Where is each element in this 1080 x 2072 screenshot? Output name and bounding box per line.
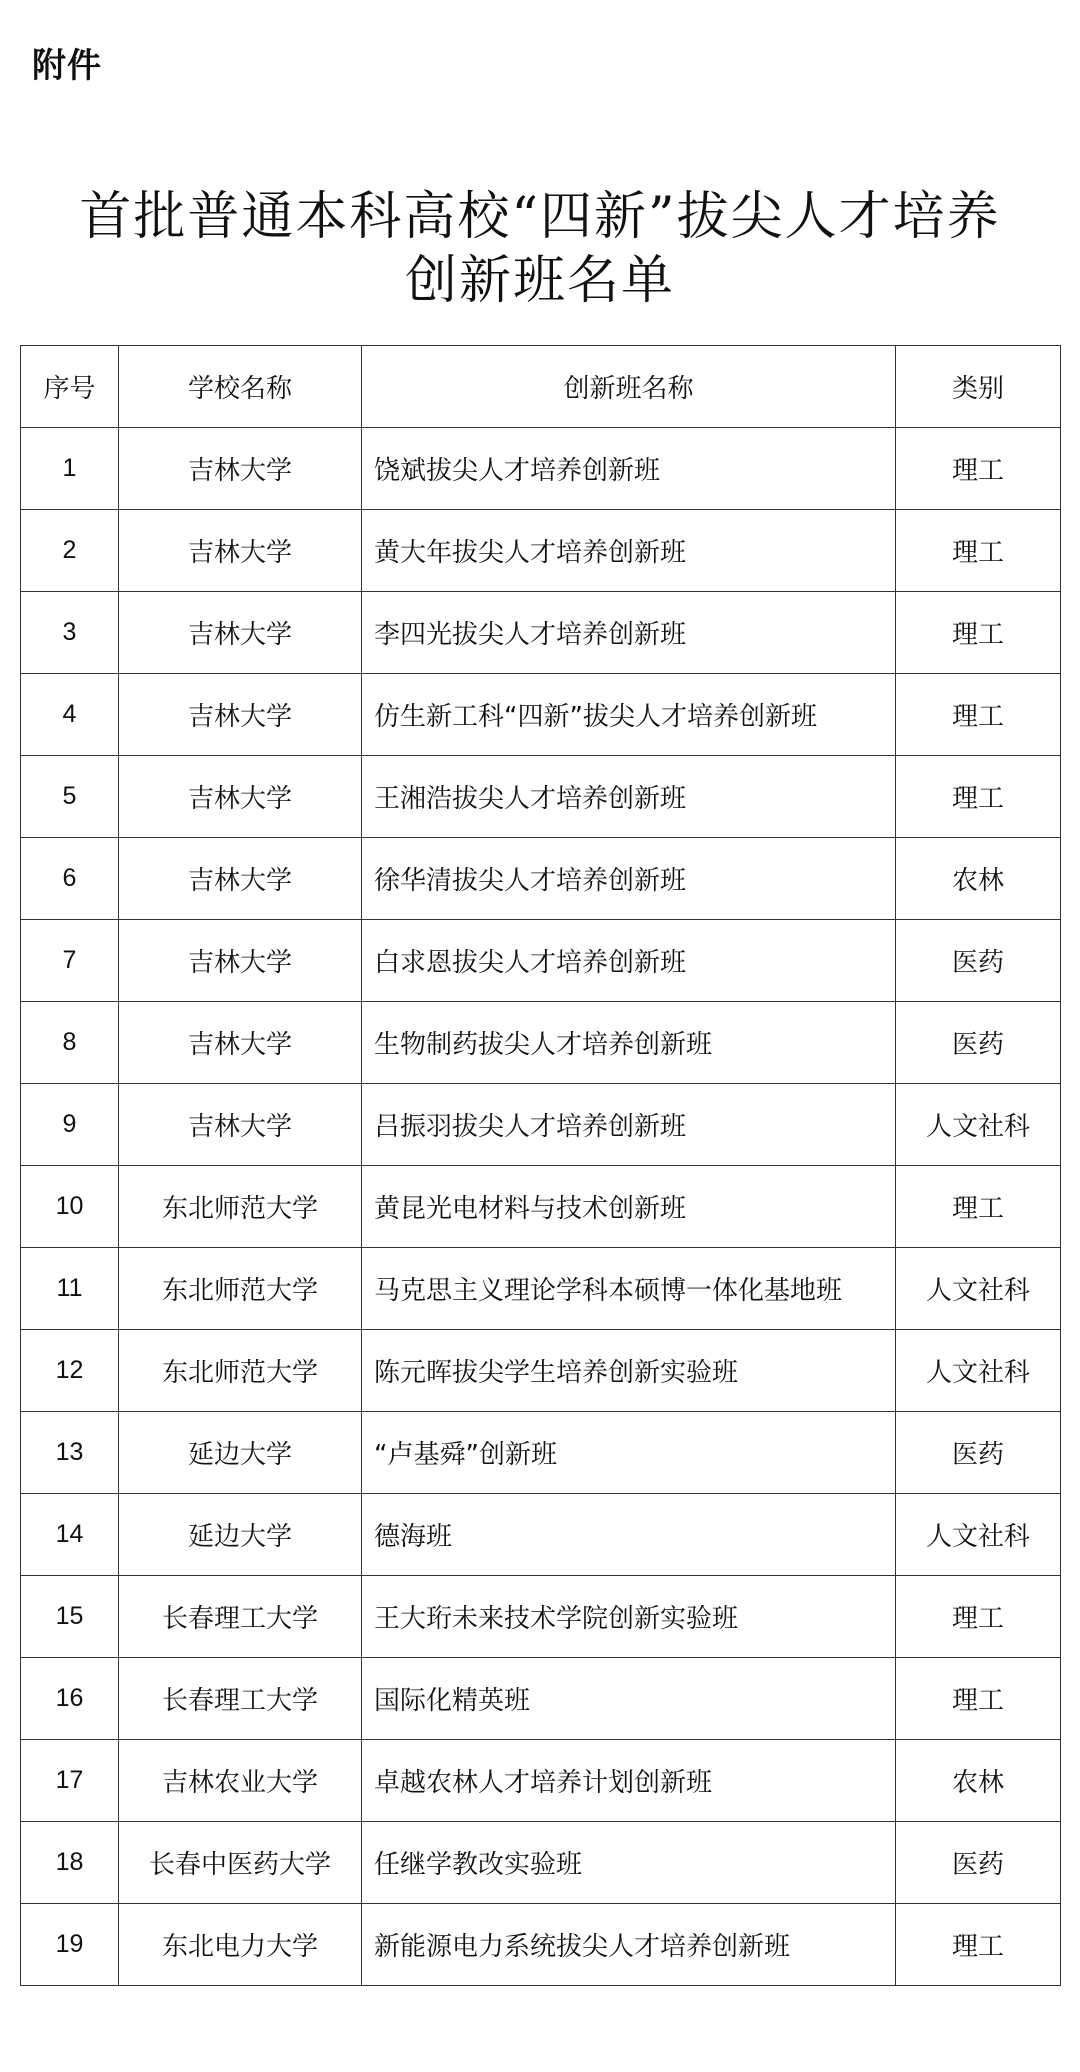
row-category: 人文社科: [896, 1084, 1061, 1166]
table-row: [21, 756, 1061, 838]
row-index: 8: [21, 1002, 119, 1084]
header-index: 序号: [21, 346, 119, 428]
row-index: 14: [21, 1494, 119, 1576]
row-school-name: 长春理工大学: [119, 1576, 362, 1658]
document-title: [40, 185, 1040, 313]
title-line-2: 创新班名单: [404, 250, 675, 311]
row-class-name: 饶斌拔尖人才培养创新班: [362, 428, 896, 510]
row-index: 5: [21, 756, 119, 838]
row-school-name: 吉林大学: [119, 428, 362, 510]
row-index: 16: [21, 1658, 119, 1740]
table-row: [21, 428, 1061, 510]
row-class-name: 黄昆光电材料与技术创新班: [362, 1166, 896, 1248]
row-index: 10: [21, 1166, 119, 1248]
row-category: 医药: [896, 920, 1061, 1002]
row-category: 农林: [896, 838, 1061, 920]
row-class-name: 黄大年拔尖人才培养创新班: [362, 510, 896, 592]
row-category: 理工: [896, 674, 1061, 756]
row-category: 理工: [896, 428, 1061, 510]
row-class-name: “卢基舜”创新班: [362, 1412, 896, 1494]
table-row: [21, 1084, 1061, 1166]
table-row: [21, 1576, 1061, 1658]
row-class-name: 王大珩未来技术学院创新实验班: [362, 1576, 896, 1658]
row-class-name: 陈元晖拔尖学生培养创新实验班: [362, 1330, 896, 1412]
row-class-name: 王湘浩拔尖人才培养创新班: [362, 756, 896, 838]
row-school-name: 延边大学: [119, 1412, 362, 1494]
row-category: 理工: [896, 756, 1061, 838]
row-index: 4: [21, 674, 119, 756]
table-row: [21, 592, 1061, 674]
row-index: 19: [21, 1904, 119, 1986]
row-index: 1: [21, 428, 119, 510]
table-row: [21, 1658, 1061, 1740]
row-school-name: 吉林大学: [119, 920, 362, 1002]
row-index: 18: [21, 1822, 119, 1904]
row-class-name: 吕振羽拔尖人才培养创新班: [362, 1084, 896, 1166]
row-school-name: 东北师范大学: [119, 1248, 362, 1330]
table-row: [21, 1904, 1061, 1986]
table-row: [21, 838, 1061, 920]
title-line-1: 首批普通本科高校“四新”拔尖人才培养: [79, 186, 1001, 247]
row-index: 3: [21, 592, 119, 674]
row-class-name: 德海班: [362, 1494, 896, 1576]
row-school-name: 东北师范大学: [119, 1166, 362, 1248]
header-class-name: 创新班名称: [362, 346, 896, 428]
row-index: 15: [21, 1576, 119, 1658]
row-school-name: 吉林大学: [119, 674, 362, 756]
table-row: [21, 510, 1061, 592]
row-category: 理工: [896, 1904, 1061, 1986]
row-school-name: 东北师范大学: [119, 1330, 362, 1412]
row-school-name: 延边大学: [119, 1494, 362, 1576]
row-school-name: 吉林大学: [119, 838, 362, 920]
table-row: [21, 1740, 1061, 1822]
row-category: 人文社科: [896, 1494, 1061, 1576]
row-index: 6: [21, 838, 119, 920]
table-body: [21, 428, 1061, 1986]
table-row: [21, 920, 1061, 1002]
table-row: [21, 1822, 1061, 1904]
row-category: 理工: [896, 1576, 1061, 1658]
row-index: 7: [21, 920, 119, 1002]
table-row: [21, 1248, 1061, 1330]
attachment-label: 附件: [32, 46, 102, 86]
row-class-name: 卓越农林人才培养计划创新班: [362, 1740, 896, 1822]
row-category: 医药: [896, 1002, 1061, 1084]
row-category: 理工: [896, 1658, 1061, 1740]
row-school-name: 东北电力大学: [119, 1904, 362, 1986]
header-category: 类别: [896, 346, 1061, 428]
row-category: 理工: [896, 510, 1061, 592]
row-school-name: 吉林大学: [119, 592, 362, 674]
row-class-name: 新能源电力系统拔尖人才培养创新班: [362, 1904, 896, 1986]
row-category: 人文社科: [896, 1330, 1061, 1412]
row-index: 2: [21, 510, 119, 592]
row-school-name: 吉林大学: [119, 510, 362, 592]
row-index: 17: [21, 1740, 119, 1822]
row-category: 理工: [896, 1166, 1061, 1248]
table-row: [21, 1412, 1061, 1494]
table-header-row: [21, 346, 1061, 428]
row-class-name: 生物制药拔尖人才培养创新班: [362, 1002, 896, 1084]
table-row: [21, 1002, 1061, 1084]
row-category: 理工: [896, 592, 1061, 674]
table-row: [21, 1330, 1061, 1412]
row-school-name: 吉林农业大学: [119, 1740, 362, 1822]
header-school: 学校名称: [119, 346, 362, 428]
row-category: 人文社科: [896, 1248, 1061, 1330]
row-class-name: 徐华清拔尖人才培养创新班: [362, 838, 896, 920]
row-class-name: 白求恩拔尖人才培养创新班: [362, 920, 896, 1002]
row-school-name: 长春理工大学: [119, 1658, 362, 1740]
row-index: 9: [21, 1084, 119, 1166]
row-school-name: 吉林大学: [119, 1084, 362, 1166]
row-school-name: 吉林大学: [119, 1002, 362, 1084]
row-class-name: 马克思主义理论学科本硕博一体化基地班: [362, 1248, 896, 1330]
row-category: 农林: [896, 1740, 1061, 1822]
row-index: 12: [21, 1330, 119, 1412]
row-category: 医药: [896, 1822, 1061, 1904]
row-class-name: 国际化精英班: [362, 1658, 896, 1740]
table-row: [21, 1166, 1061, 1248]
row-index: 13: [21, 1412, 119, 1494]
row-index: 11: [21, 1248, 119, 1330]
table-row: [21, 674, 1061, 756]
table-row: [21, 1494, 1061, 1576]
row-class-name: 仿生新工科“四新”拔尖人才培养创新班: [362, 674, 896, 756]
row-class-name: 李四光拔尖人才培养创新班: [362, 592, 896, 674]
row-class-name: 任继学教改实验班: [362, 1822, 896, 1904]
innovation-class-table: [20, 345, 1061, 1986]
row-school-name: 长春中医药大学: [119, 1822, 362, 1904]
row-school-name: 吉林大学: [119, 756, 362, 838]
row-category: 医药: [896, 1412, 1061, 1494]
